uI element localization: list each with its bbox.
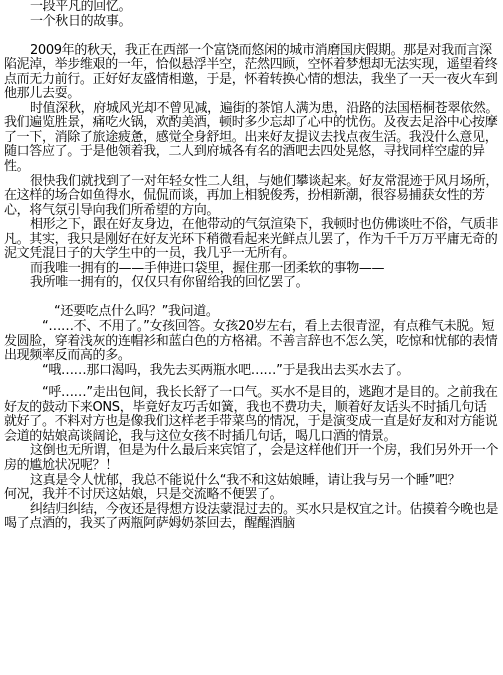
paragraph: “哦……那口渴吗，我先去买两瓶水吧……”于是我出去买水去了。 (42, 362, 409, 378)
paragraph: 何况，我并不讨厌这姑娘，只是交流略不便罢了。 (4, 487, 283, 503)
paragraph-gap (4, 29, 499, 44)
paragraph: 一段平凡的回忆。 (30, 0, 132, 14)
paragraph: 相形之下，跟在好友身边，在他带动的气氛渲染下，我顿时也仿佛谈吐不俗，气质非凡。其实，我只是刚好在好友光环下稍微看起来光鲜点儿罢了，作为千千万万平庸无奇的泥文凭混日子的大学生中的一员，我几乎一无所有。 (4, 217, 499, 262)
paragraph: 一个秋日的故事。 (30, 13, 132, 29)
paragraph: 这真是令人忧郁，我总不能说什么“我不和这姑娘睡，请让我与另一个睡”吧？ (30, 472, 461, 488)
paragraph: 很快我们就找到了一对年轻女性二人组，与她们攀谈起来。好友常混迹于风月场所，在这样的场合如鱼得水，侃侃而谈，再加上相貌俊秀，扮相新潮，很容易捕获女性的芳心，将气氛引导向我们所希望的方向。 (4, 173, 499, 218)
story-text (4, 0, 499, 532)
paragraph: “还要吃点什么吗？”我问道。 (54, 304, 219, 320)
paragraph: 这倒也无所谓，但是为什么最后来宾馆了，会是这样他们开一个房，我们另外开一个房的尴尬状况呢？！ (4, 443, 499, 473)
paragraph: 纠结归纠结，今夜还是得想方设法蒙混过去的。买水只是权宜之计。估摸着今晚也是喝了点酒的，我买了两瓶阿萨姆奶茶回去，醒醒酒脑 (4, 501, 499, 532)
paragraph: “呼……”走出包间，我长长舒了一口气。买水不是目的，逃跑才是目的。之前我在好友的鼓动下来ONS，毕竟好友巧舌如簧，我也不费功夫，顺着好友话头不时插几句话就好了。不料对方也是像我们这样老手带菜鸟的情况，于是演变成一直是好友和对方能说会道的姑娘高谈阔论，我与这位女孩不时插几句话，喝几口酒的情景。 (4, 385, 498, 444)
paragraph: 我所唯一拥有的，仅仅只有你留给我的回忆罢了。 (30, 275, 309, 291)
paragraph: “……不、不用了。”女孩回答。女孩20岁左右，看上去很青涩，有点稚气未脱。短发圆脸，穿着浅灰的连帽衫和蓝白色的方格裙。不善言辞也不怎么笑，吃惊和忧郁的表情出现频率反而高的多。 (4, 319, 498, 364)
paragraph: 而我唯一拥有的——手伸进口袋里，握住那一团柔软的事物—— (30, 260, 385, 276)
paragraph: 时值深秋，府城风光却不曾见减，遍街的茶馆人满为患，沿路的法国梧桐苍翠依然。我们遍览胜景，痛吃火锅，欢酌美酒，顿时多少忘却了心中的忧伤。及夜去足浴中心按摩了一下，消除了旅途疲惫，感觉全身舒坦。出来好友提议去找点夜生活。我没什么意见，随口答应了。于是他领着我，二人到府城各有名的酒吧去四处晃悠，寻找同样空虚的异性。 (4, 100, 499, 175)
paragraph: 2009年的秋天，我正在西部一个富饶而悠闲的城市消磨国庆假期。那是对我而言深陷泥淖，举步维艰的一年，恰似悬浮半空，茫然四顾，空怀着梦想却无法实现，遥望着终点而无力前行。正好好友盛情相邀，于是，怀着转换心情的想法，我坐了一天一夜火车到他那儿去耍。 (4, 42, 498, 102)
